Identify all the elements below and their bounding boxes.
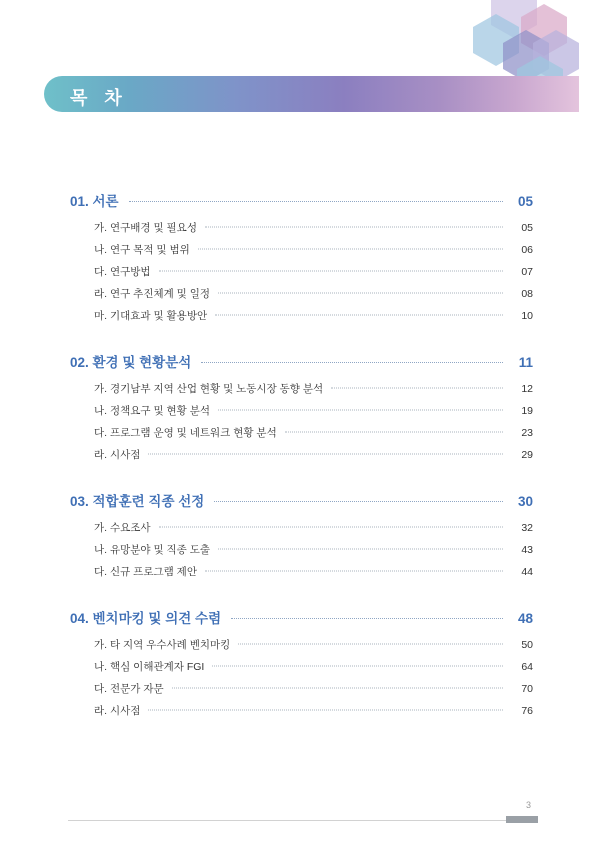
toc-subitem-row[interactable]	[0, 403, 603, 418]
toc-chapter	[0, 190, 603, 323]
toc-leader-dots	[148, 454, 503, 455]
toc-leader-dots	[148, 710, 503, 711]
toc-subitem-label: 다. 프로그램 운영 및 네트워크 현황 분석	[94, 427, 277, 439]
toc-subitem-list	[0, 381, 603, 462]
footer-divider	[68, 820, 538, 821]
toc-subitem-label: 가. 경기남부 지역 산업 현황 및 노동시장 동향 분석	[94, 383, 324, 395]
toc-subitem-label: 나. 정책요구 및 현황 분석	[94, 405, 211, 417]
toc-subitem-row[interactable]	[0, 425, 603, 440]
toc-subitem-row[interactable]	[0, 520, 603, 535]
toc-subitem-page: 76	[521, 705, 533, 717]
toc-subitem-label: 나. 연구 목적 및 범위	[94, 244, 190, 256]
toc-leader-dots	[218, 549, 503, 550]
toc-chapter-title: 03. 적합훈련 직종 선정	[70, 494, 205, 509]
table-of-contents	[0, 190, 603, 746]
toc-subitem-row[interactable]	[0, 381, 603, 396]
toc-leader-dots	[201, 362, 503, 363]
toc-subitem-list	[0, 220, 603, 323]
toc-chapter-title: 01. 서론	[70, 194, 119, 209]
page-title: 목 차	[70, 88, 128, 108]
toc-chapter-title: 02. 환경 및 현황분석	[70, 355, 192, 370]
toc-leader-dots	[238, 644, 503, 645]
toc-subitem-label: 다. 전문가 자문	[94, 683, 164, 695]
toc-subitem-page: 07	[521, 266, 533, 278]
toc-leader-dots	[129, 201, 503, 202]
toc-subitem-label: 가. 타 지역 우수사례 벤치마킹	[94, 639, 231, 651]
toc-subitem-list	[0, 520, 603, 579]
toc-chapter-page: 30	[517, 494, 533, 509]
toc-leader-dots	[215, 315, 503, 316]
toc-subitem-page: 23	[521, 427, 533, 439]
toc-subitem-row[interactable]	[0, 564, 603, 579]
toc-subitem-list	[0, 637, 603, 718]
footer-marker	[506, 816, 538, 823]
toc-subitem-label: 라. 시사점	[94, 449, 141, 461]
toc-subitem-page: 12	[521, 383, 533, 395]
toc-leader-dots	[218, 293, 503, 294]
toc-subitem-row[interactable]	[0, 637, 603, 652]
toc-subitem-page: 10	[521, 310, 533, 322]
toc-chapter	[0, 490, 603, 579]
toc-leader-dots	[214, 501, 503, 502]
toc-chapter-page: 11	[518, 355, 533, 370]
toc-subitem-label: 가. 연구배경 및 필요성	[94, 222, 197, 234]
toc-leader-dots	[285, 432, 503, 433]
toc-leader-dots	[218, 410, 503, 411]
toc-chapter-title: 04. 벤치마킹 및 의견 수렴	[70, 611, 222, 626]
toc-subitem-row[interactable]	[0, 242, 603, 257]
toc-chapter-row[interactable]	[0, 351, 603, 371]
toc-subitem-page: 29	[521, 449, 533, 461]
toc-leader-dots	[159, 527, 503, 528]
toc-chapter-row[interactable]	[0, 490, 603, 510]
toc-subitem-label: 가. 수요조사	[94, 522, 151, 534]
toc-subitem-label: 다. 연구방법	[94, 266, 151, 278]
toc-leader-dots	[159, 271, 503, 272]
toc-subitem-page: 64	[521, 661, 533, 673]
toc-subitem-page: 19	[521, 405, 533, 417]
toc-subitem-row[interactable]	[0, 703, 603, 718]
toc-subitem-row[interactable]	[0, 220, 603, 235]
toc-subitem-label: 나. 핵심 이해관계자 FGI	[94, 661, 205, 673]
toc-leader-dots	[205, 571, 503, 572]
toc-subitem-label: 나. 유망분야 및 직종 도출	[94, 544, 211, 556]
toc-leader-dots	[231, 618, 503, 619]
toc-chapter-row[interactable]	[0, 607, 603, 627]
toc-leader-dots	[172, 688, 503, 689]
toc-chapter-page: 05	[517, 194, 533, 209]
toc-chapter-row[interactable]	[0, 190, 603, 210]
toc-subitem-row[interactable]	[0, 542, 603, 557]
toc-chapter-page: 48	[517, 611, 533, 626]
toc-subitem-row[interactable]	[0, 681, 603, 696]
toc-subitem-row[interactable]	[0, 264, 603, 279]
toc-subitem-page: 70	[521, 683, 533, 695]
toc-chapter	[0, 351, 603, 462]
toc-subitem-row[interactable]	[0, 659, 603, 674]
toc-subitem-page: 50	[521, 639, 533, 651]
toc-subitem-row[interactable]	[0, 447, 603, 462]
toc-subitem-row[interactable]	[0, 308, 603, 323]
toc-chapter	[0, 607, 603, 718]
toc-subitem-page: 32	[521, 522, 533, 534]
toc-subitem-row[interactable]	[0, 286, 603, 301]
toc-subitem-page: 05	[521, 222, 533, 234]
page-title-banner	[44, 76, 579, 112]
toc-subitem-page: 44	[521, 566, 533, 578]
toc-subitem-label: 라. 연구 추진체계 및 일정	[94, 288, 211, 300]
toc-subitem-label: 다. 신규 프로그램 제안	[94, 566, 197, 578]
toc-subitem-page: 06	[521, 244, 533, 256]
toc-subitem-page: 43	[521, 544, 533, 556]
footer-page-number: 3	[525, 800, 531, 810]
toc-subitem-label: 라. 시사점	[94, 705, 141, 717]
toc-subitem-page: 08	[521, 288, 533, 300]
toc-subitem-label: 마. 기대효과 및 활용방안	[94, 310, 208, 322]
toc-leader-dots	[205, 227, 503, 228]
toc-leader-dots	[198, 249, 503, 250]
toc-leader-dots	[331, 388, 503, 389]
toc-leader-dots	[212, 666, 503, 667]
